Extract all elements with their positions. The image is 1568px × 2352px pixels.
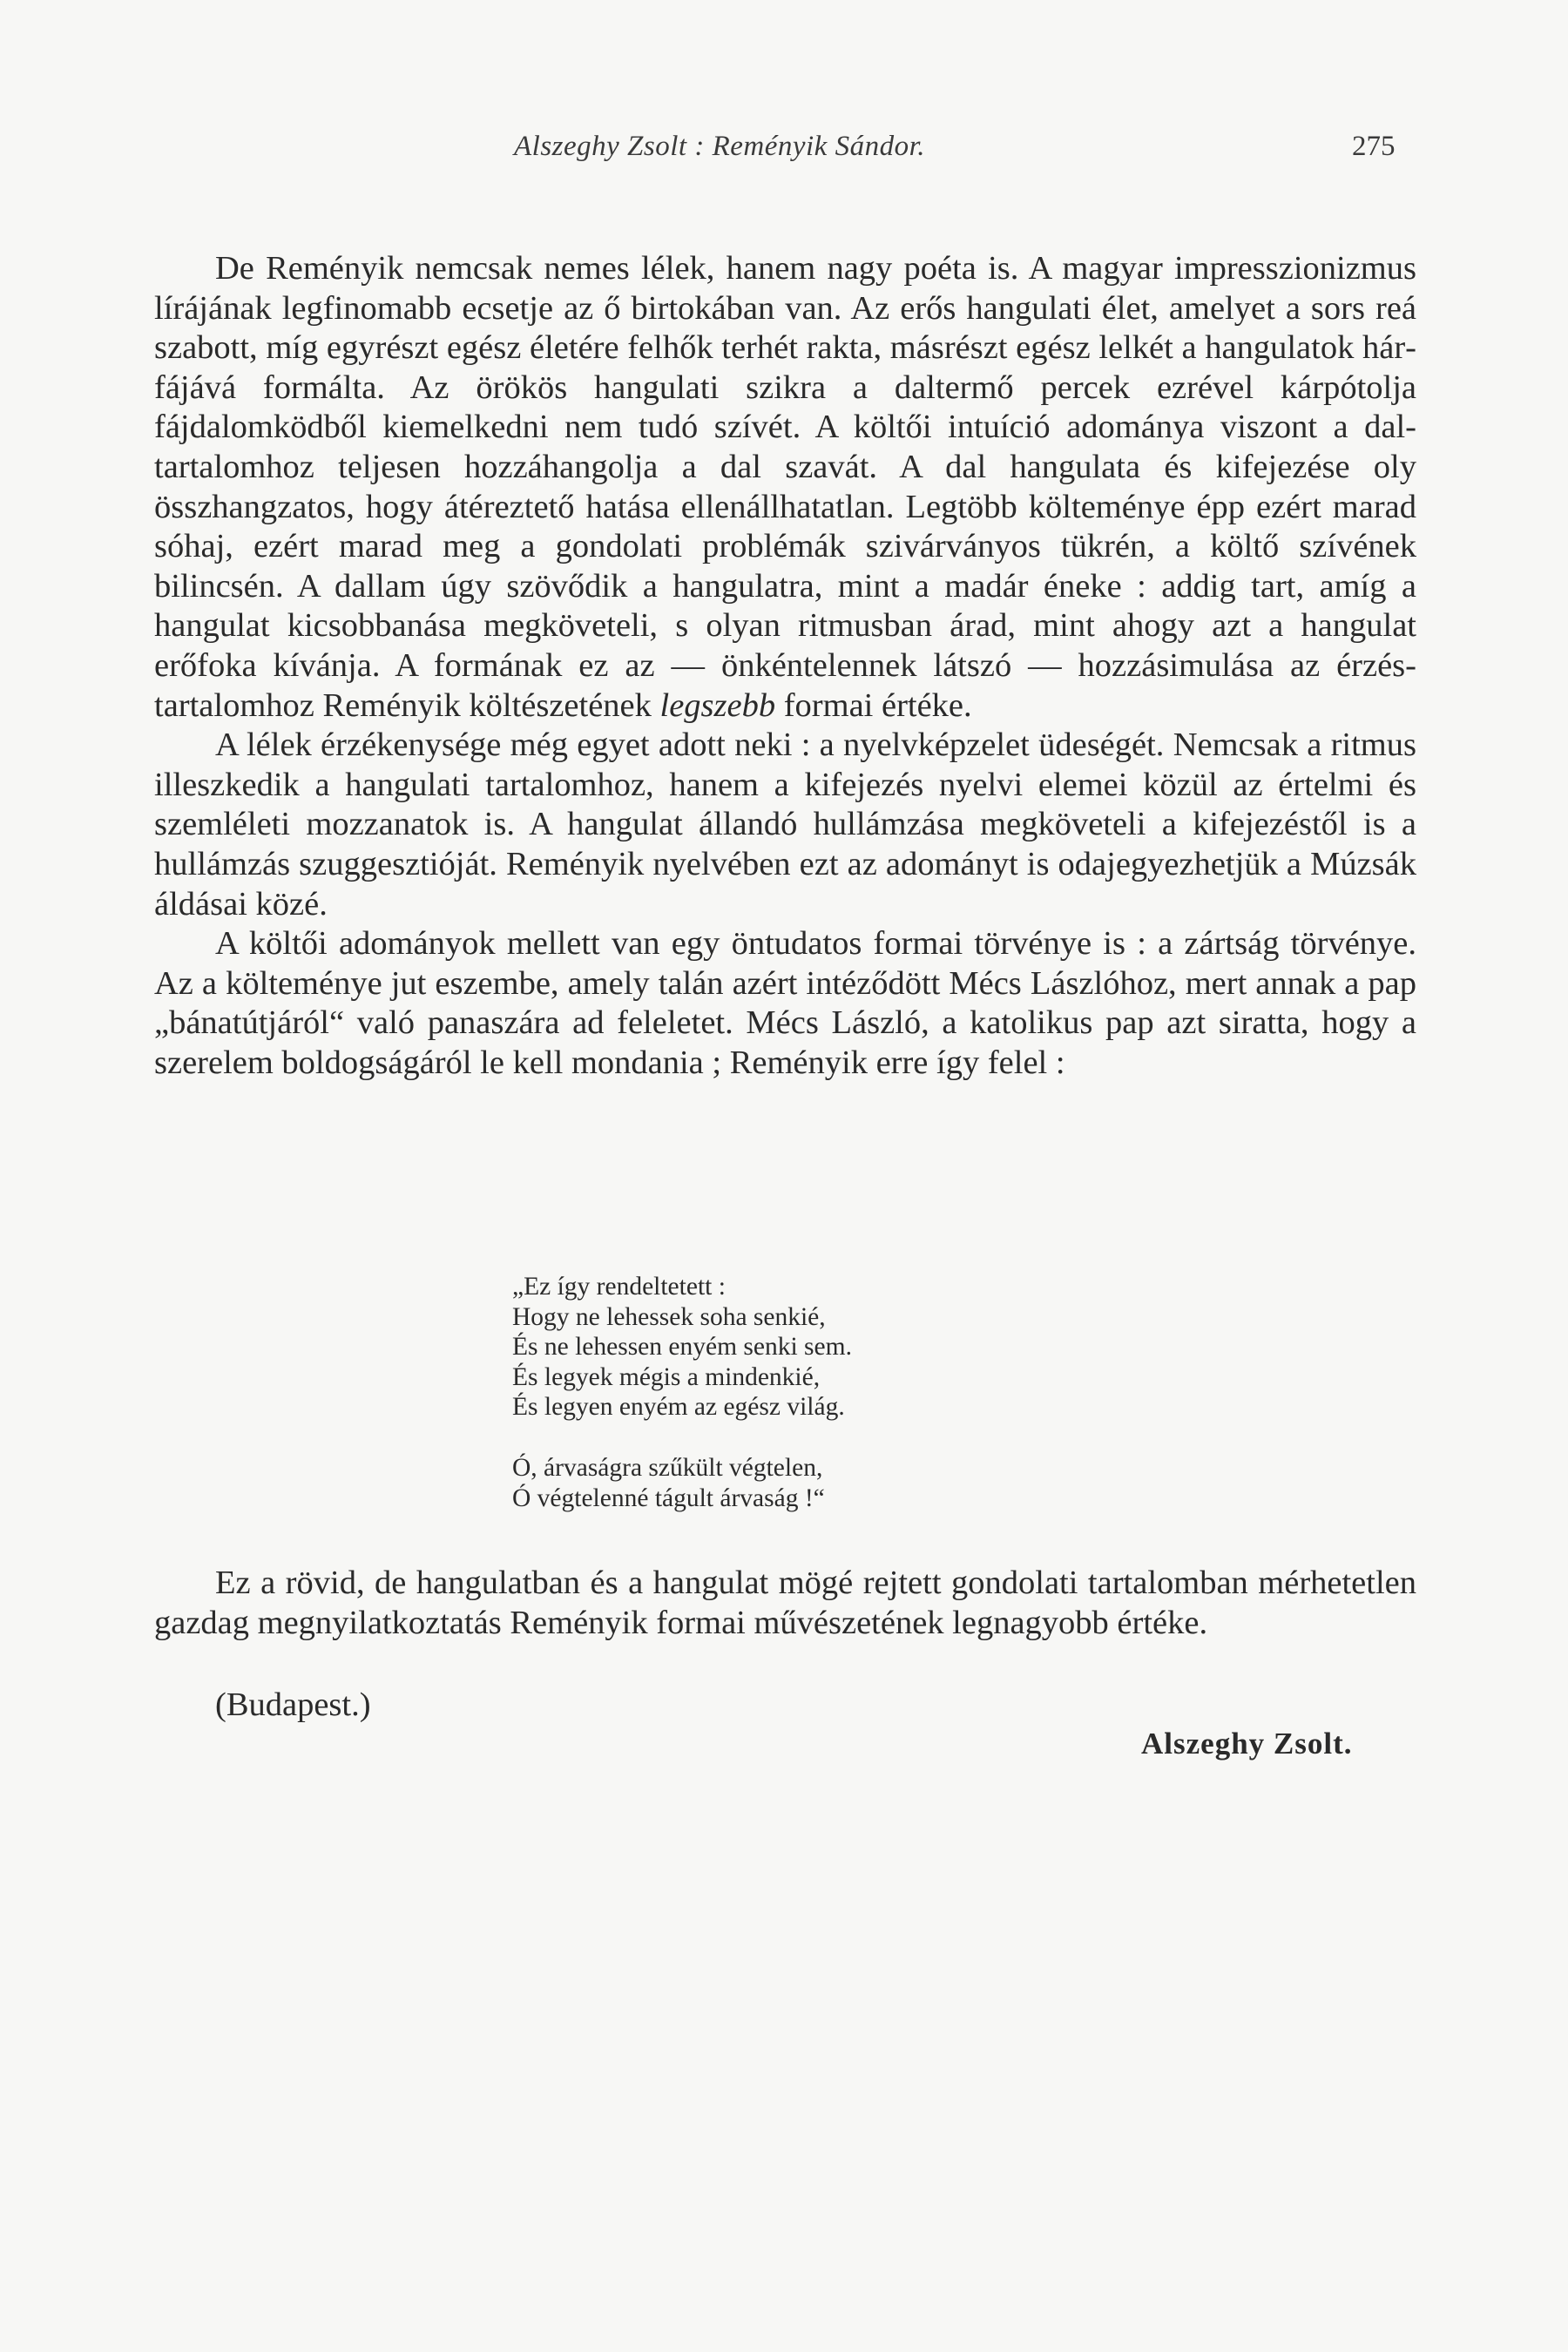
running-title: Alszeghy Zsolt : Reményik Sándor. — [514, 131, 926, 162]
poem-line: És legyek mégis a mindenkié, — [512, 1362, 821, 1391]
main-text — [154, 249, 1416, 1083]
paragraph-3: A költői adományok mellett van egy öntudatos formai törvénye is : a zártság törvénye. Az a költeménye jut eszembe, amely talán azért intéződött Mécs Lászlóhoz, mert annak a pap „bánatútjáról“ való panaszára ad feleletet. Mécs László, a katolikus pap azt siratta, hogy a szerelem boldogságáról le kell mondania ; Reményik erre így felel : — [154, 925, 1416, 1081]
poem-line: És legyen enyém az egész világ. — [512, 1393, 845, 1422]
emphasis-word: legszebb — [659, 686, 776, 724]
place-note: (Budapest.) — [215, 1686, 371, 1723]
quoted-poem — [512, 1272, 852, 1544]
paragraph-1-text: De Reményik nemcsak nemes lélek, hanem nagy poéta is. A magyar impresszionizmus lírájának legfinomabb ecsetje az ő birtokában van. Az erős hangulati élet, amelyet a sors reá szabott, míg egyrészt egész életére felhők terhét rakta, másrészt egész lelkét a hangulatok hárfájává formálta. Az örökös hangulati szikra a daltermő percek ezrével kárpótolja fájdalomködből kiemelkedni nem tudó szívét. A költői intuíció adománya viszont a dal-tartalomhoz teljesen hozzáhangolja a dal szavát. A dal hangulata és kifejezése oly összhangzatos, hogy átéreztető hatása ellenállhatatlan. Legtöbb költeménye épp ezért marad sóhaj, ezért marad meg a gondolati problémák szivárványos tükrén, a költő szívének bilincsén. A dallam úgy szövődik a hangulatra, mint a madár éneke : addig tart, amíg a hangulat kicsobbanása megköveteli, s olyan ritmusban árad, mint ahogy azt a hangulat erőfoka kívánja. A formának ez az — önkéntelennek látszó — hozzásimulása az érzéstartalomhoz Reményik költészetének — [154, 250, 1416, 724]
page-number: 275 — [1352, 131, 1396, 162]
poem-line: Hogy ne lehessek soha senkié, — [512, 1302, 826, 1331]
poem-stanza-2 — [512, 1453, 852, 1513]
poem-line: És ne lehessen enyém senki sem. — [512, 1333, 852, 1362]
closing-paragraph: Ez a rövid, de hangulatban és a hangulat mögé rejtett gondolati tartalomban mérhetetlen gazdag megnyilatkoztatás Reményik formai művészetének legnagyobb értéke. — [154, 1565, 1416, 1641]
paragraph-2: A lélek érzékenysége még egyet adott neki : a nyelvképzelet üdeségét. Nemcsak a ritmus illeszkedik a hangulati tartalomhoz, hanem a kifejezés nyelvi elemei közül az értelmi és szemléleti mozzanatok is. A hangulat állandó hullámzása megköveteli a kifejezéstől is a hullámzás szuggesztióját. Reményik nyelvében ezt az adományt is odajegyezhetjük a Múzsák áldásai közé. — [154, 727, 1416, 923]
poem-line: Ó végtelenné tágult árvaság !“ — [512, 1484, 825, 1512]
paragraph-1-tail: formai értéke. — [775, 686, 972, 724]
poem-line: Ó, árvaságra szűkült végtelen, — [512, 1453, 823, 1482]
poem-stanza-1 — [512, 1272, 852, 1423]
author-signature: Alszeghy Zsolt. — [1141, 1727, 1353, 1761]
closing-text — [154, 1564, 1416, 1643]
paragraph-1 — [154, 249, 1416, 726]
poem-line: „Ez így rendeltetett : — [512, 1273, 726, 1301]
